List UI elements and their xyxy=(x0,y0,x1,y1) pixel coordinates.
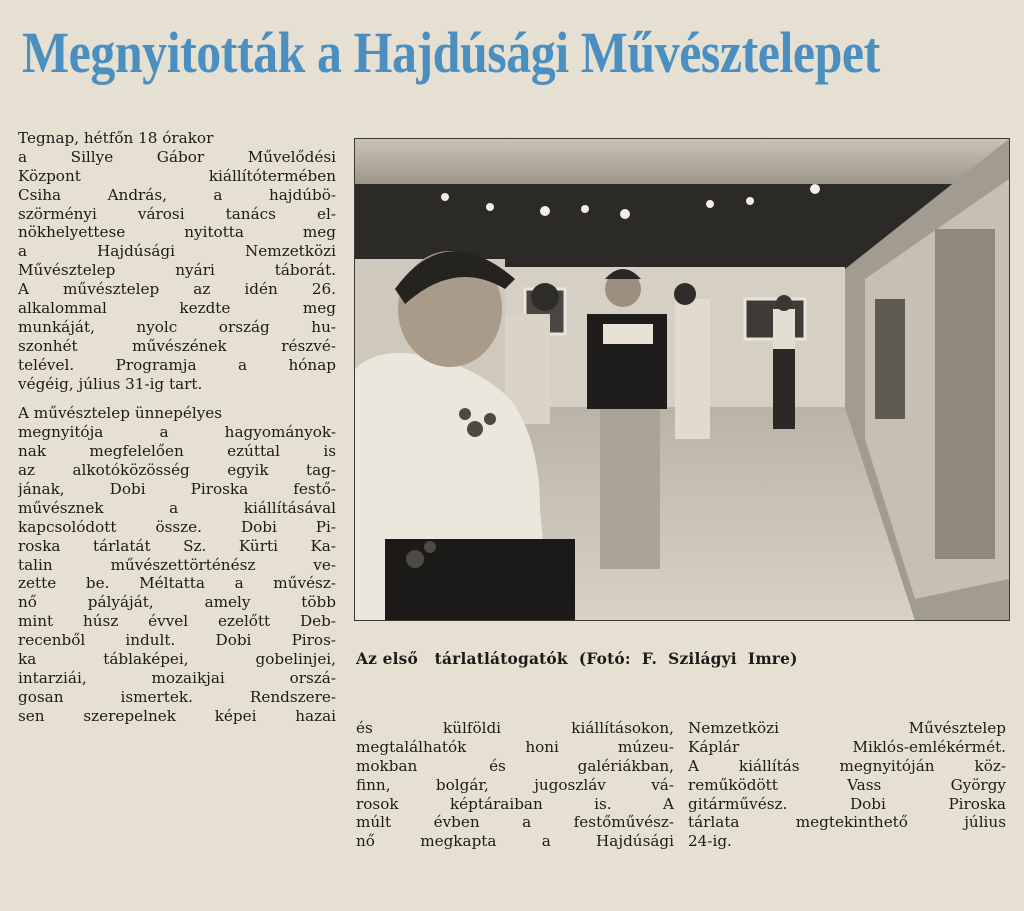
text-line: a Sillye Gábor Művelődési xyxy=(18,147,336,166)
paragraph-gap xyxy=(18,393,336,404)
text-line: sen szerepelnek képei hazai xyxy=(18,706,336,725)
text-line: végéig, július 31-ig tart. xyxy=(18,374,203,393)
text-line: finn, bolgár, jugoszláv vá- xyxy=(356,775,674,794)
text-line: szörményi városi tanács el- xyxy=(18,204,336,223)
text-line: Káplár Miklós-emlékérmét. xyxy=(688,737,1006,756)
text-line: tárlata megtekinthető július xyxy=(688,813,1006,832)
text-line: intarziái, mozaikjai orszá- xyxy=(18,668,336,687)
photo-caption: Az első tárlatlátogatók (Fotó: F. Szilágyi Imre) xyxy=(356,650,798,668)
text-line: 24-ig. xyxy=(688,832,732,851)
text-line: zette be. Méltatta a művész- xyxy=(18,574,336,593)
text-line: gitárművész. Dobi Piroska xyxy=(688,794,1006,813)
text-line: roska tárlatát Sz. Kürti Ka- xyxy=(18,536,336,555)
text-line: Tegnap, hétfőn 18 órakor xyxy=(18,129,214,147)
text-line: mokban és galériákban, xyxy=(356,756,674,775)
text-line: a Hajdúsági Nemzetközi xyxy=(18,242,336,261)
text-line: és külföldi kiállításokon, xyxy=(356,719,674,737)
article-column-right xyxy=(688,719,1006,851)
text-line: nak megfelelően ezúttal is xyxy=(18,442,336,461)
text-line: művésznek a kiállításával xyxy=(18,498,336,517)
text-line: talin művészettörténész ve- xyxy=(18,555,336,574)
text-line: az alkotóközösség egyik tag- xyxy=(18,461,336,480)
text-line: kapcsolódott össze. Dobi Pi- xyxy=(18,517,336,536)
text-line: alkalommal kezdte meg xyxy=(18,299,336,318)
article-column-middle xyxy=(356,719,674,851)
text-line: recenből indult. Dobi Piros- xyxy=(18,631,336,650)
article-column-left xyxy=(18,129,336,726)
headline: Megnyitották a Hajdúsági Művésztelepet xyxy=(22,20,880,85)
text-line: szonhét művészének részvé- xyxy=(18,336,336,355)
text-line: A művésztelep az idén 26. xyxy=(18,280,336,299)
exhibition-photo xyxy=(354,138,1010,621)
text-line: gosan ismertek. Rendszere- xyxy=(18,687,336,706)
exhibition-photo-icon xyxy=(355,139,1009,620)
text-line: Nemzetközi Művésztelep xyxy=(688,719,1006,737)
text-line: mint húsz évvel ezelőtt Deb- xyxy=(18,612,336,631)
text-line: rosok képtáraiban is. A xyxy=(356,794,674,813)
text-line: Központ kiállítótermében xyxy=(18,166,336,185)
text-line: A művésztelep ünnepélyes xyxy=(18,404,223,423)
text-line: múlt évben a festőművész- xyxy=(356,813,674,832)
text-line: nő pályáját, amely több xyxy=(18,593,336,612)
text-line: nökhelyettese nyitotta meg xyxy=(18,223,336,242)
text-line: A kiállítás megnyitóján köz- xyxy=(688,756,1006,775)
text-line: ka táblaképei, gobelinjei, xyxy=(18,650,336,669)
text-line: nő megkapta a Hajdúsági xyxy=(356,832,674,851)
text-line: megnyitója a hagyományok- xyxy=(18,423,336,442)
text-line: jának, Dobi Piroska festő- xyxy=(18,480,336,499)
text-line: megtalálhatók honi múzeu- xyxy=(356,737,674,756)
text-line: Csiha András, a hajdúbö- xyxy=(18,185,336,204)
text-line: telével. Programja a hónap xyxy=(18,355,336,374)
text-line: munkáját, nyolc ország hu- xyxy=(18,317,336,336)
text-line: reműködött Vass György xyxy=(688,775,1006,794)
text-line: Művésztelep nyári táborát. xyxy=(18,261,336,280)
